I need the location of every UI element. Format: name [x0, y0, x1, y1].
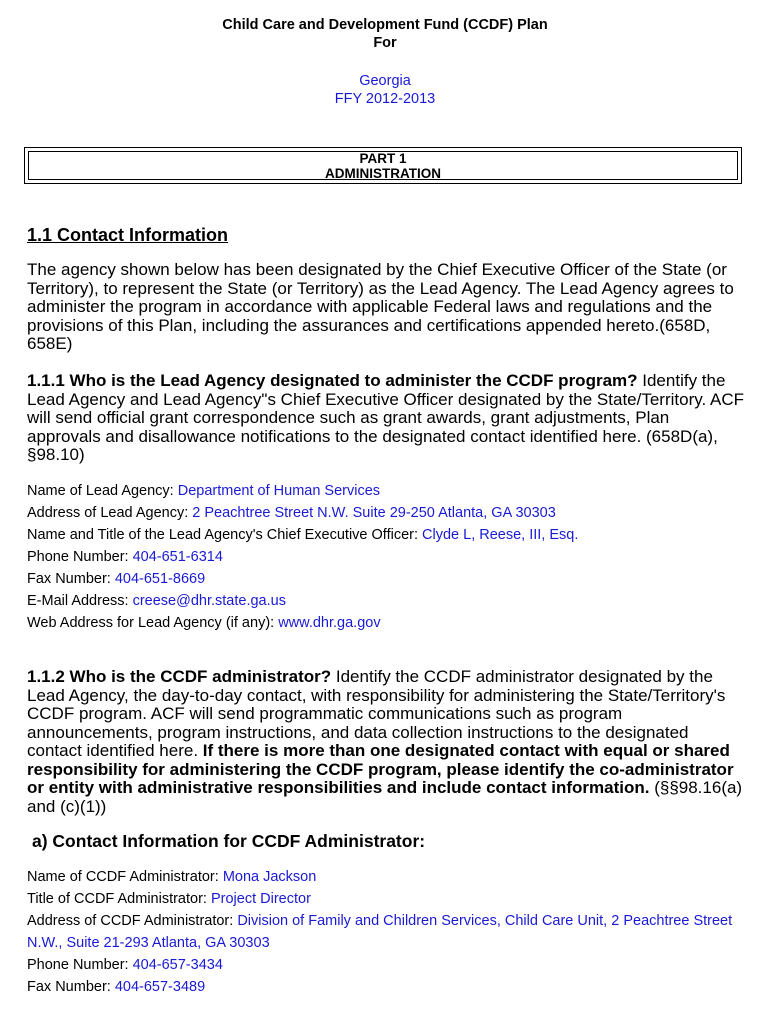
phone-value: 404-651-6314 — [132, 549, 223, 565]
question-1-1-1-text: Identify the Lead Agency and Lead Agency"s Chief Executive Officer designated by the State/Territory. ACF will send official grant correspondence such as grant awards, grant adjustments, Plan approvals and disallowance notifications to the designated contact identified here. (658D(a), §98.10) — [27, 371, 744, 464]
question-1-1-2 — [27, 668, 747, 816]
field-label: Name and Title of the Lead Agency's Chief Executive Officer: — [27, 527, 423, 543]
field-label: Phone Number: — [27, 957, 133, 973]
question-1-1-2-title: 1.1.2 Who is the CCDF administrator? — [27, 667, 332, 686]
field-row — [27, 524, 747, 546]
field-row — [27, 954, 747, 976]
question-1-1-2-emphasis: If there is more than one designated contact with equal or shared responsibility for administering the CCDF program, please identify the co-administrator or entity with administrative responsibilities and include contact information. — [27, 741, 734, 797]
field-label: Phone Number: — [27, 549, 133, 565]
lead-agency-address-value: 2 Peachtree Street N.W. Suite 29-250 Atlanta, GA 30303 — [192, 505, 556, 521]
intro-paragraph: The agency shown below has been designated by the Chief Executive Officer of the State (or Territory), to represent the State (or Territory) as the Lead Agency. The Lead Agency agrees to administer the program in accordance with applicable Federal laws and regulations and the provisions of this Plan, including the assurances and certifications appended hereto.(658D, 658E) — [27, 260, 734, 353]
administrator-fields — [27, 866, 747, 998]
field-row — [27, 866, 747, 888]
field-row — [27, 502, 747, 524]
fax-value: 404-651-8669 — [114, 571, 206, 587]
administrator-name-value: Mona Jackson — [222, 869, 317, 885]
part-heading-box — [24, 147, 742, 184]
field-label: E-Mail Address: — [27, 593, 133, 609]
administrator-address-value: Division of Family and Children Services, Child Care Unit, 2 Peachtree Street N.W., Suite 21-293 Atlanta, GA 30303 — [27, 913, 733, 951]
question-1-1-2-citation: (§§98.16(a) and (c)(1)) — [27, 778, 743, 816]
part-number: PART 1 — [359, 151, 407, 166]
lead-agency-name-value: Department of Human Services — [177, 483, 381, 499]
field-label: Address of CCDF Administrator: — [27, 913, 238, 929]
administrator-sub-heading: a) Contact Information for CCDF Administrator: — [32, 831, 426, 851]
state-info — [0, 72, 770, 108]
field-row — [27, 612, 747, 634]
administrator-fax-value: 404-657-3489 — [114, 979, 206, 995]
state-name: Georgia — [359, 73, 411, 89]
question-1-1-1-title: 1.1.1 Who is the Lead Agency designated to administer the CCDF program? — [27, 371, 638, 390]
field-row — [27, 976, 747, 998]
field-label: Address of Lead Agency: — [27, 505, 193, 521]
field-row — [27, 568, 747, 590]
question-1-1-1 — [27, 372, 747, 465]
field-row — [27, 546, 747, 568]
field-row — [27, 480, 747, 502]
part-heading — [28, 151, 738, 180]
section-heading: 1.1 Contact Information — [27, 225, 229, 245]
field-label: Name of Lead Agency: — [27, 483, 178, 499]
lead-agency-fields — [27, 480, 747, 634]
document-title — [0, 16, 770, 52]
administrator-title-value: Project Director — [210, 891, 311, 907]
email-value: creese@dhr.state.ga.us — [132, 593, 286, 609]
field-label: Web Address for Lead Agency (if any): — [27, 615, 279, 631]
field-label: Name of CCDF Administrator: — [27, 869, 223, 885]
field-label: Fax Number: — [27, 979, 115, 995]
title-line-1: Child Care and Development Fund (CCDF) Plan — [222, 17, 548, 33]
question-1-1-2-text: Identify the CCDF administrator designated by the Lead Agency, the day-to-day contact, with responsibility for administering the State/Territory's CCDF program. ACF will send programmatic communications such as program announcements, program instructions, and data collection instructions to the designated contact identified here. — [27, 667, 726, 760]
ceo-name-value: Clyde L, Reese, III, Esq. — [422, 527, 579, 543]
fiscal-year: FFY 2012-2013 — [334, 91, 436, 107]
field-row — [27, 910, 747, 954]
field-label: Fax Number: — [27, 571, 115, 587]
part-name: ADMINISTRATION — [325, 165, 441, 181]
title-line-2: For — [373, 35, 397, 51]
field-row — [27, 590, 747, 612]
field-row — [27, 888, 747, 910]
web-address-value: www.dhr.ga.gov — [278, 615, 381, 631]
field-label: Title of CCDF Administrator: — [27, 891, 211, 907]
administrator-phone-value: 404-657-3434 — [132, 957, 223, 973]
